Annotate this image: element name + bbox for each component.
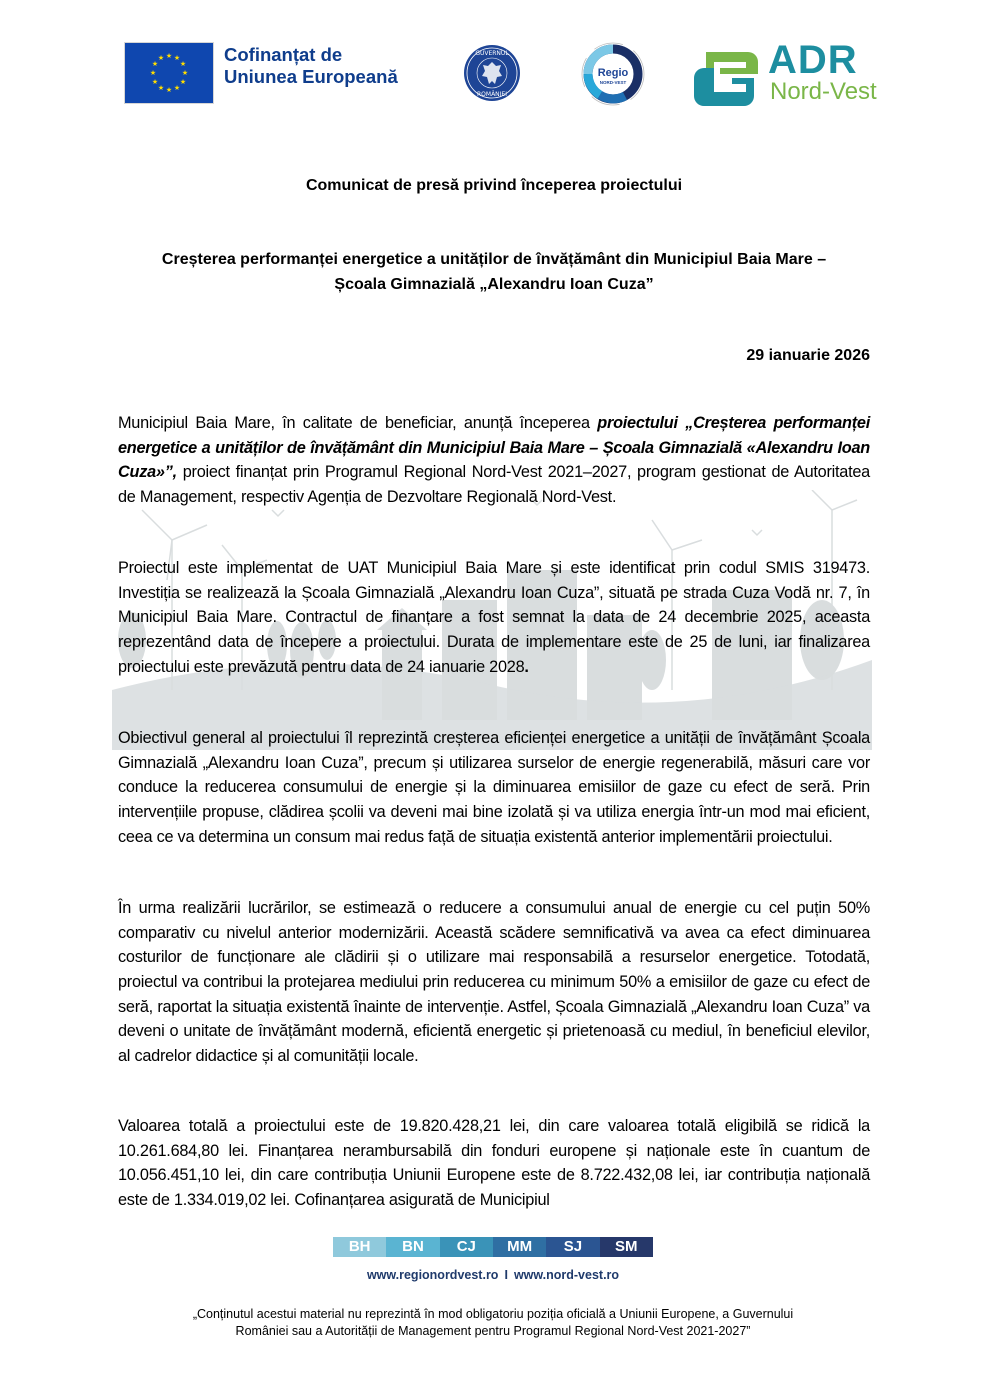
svg-text:★: ★ (179, 60, 187, 68)
county-sm: SM (600, 1237, 653, 1257)
paragraph-results: În urma realizării lucrărilor, se estimează o reducere a consumului anual de energie cu cel puțin 50% comparativ cu nivelul anterior modernizării. Această scădere semnificativă va avea ca efect diminuarea costurilor de funcționare ale clădirii și o utilizare mai responsabilă a resurselor energetice. Totodată, proiectul va contribui la protejarea mediului prin reducerea cu minimum 50% a emisiilor de gaze cu efect de seră, raportat la situația existentă înainte de intervenție. Astfel, Școala Gimnazială „Alexandru Ioan Cuza” va deveni o unitate de învățământ modernă, eficientă energetic și prietenoasă cu mediul, în beneficiul elevilor, al cadrelor didactice și al comunității locale. (118, 899, 870, 1065)
header-logos (118, 38, 878, 106)
adr-nord-vest-logo (692, 38, 882, 106)
footer-links (0, 1268, 986, 1282)
svg-text:★: ★ (179, 78, 187, 86)
release-date: 29 ianuarie 2026 (746, 347, 870, 364)
disclaimer-line2: României sau a Autorității de Management pentru Programul Regional Nord-Vest 2021-2027” (235, 1324, 751, 1338)
paragraph-intro: Municipiul Baia Mare, în calitate de beneficiar, anunță începerea proiectului „Creșterea performanței energetice a unităților de învățământ din Municipiul Baia Mare – Școala Gimnazială «Alexandru Ioan Cuza»”, proiect finanțat prin Programul Regional Nord-Vest 2021–2027, program gestionat de Autoritatea de Management, respectiv Agenția de Dezvoltare Regională Nord-Vest. (118, 414, 870, 507)
svg-text:★: ★ (151, 78, 159, 86)
county-sj: SJ (546, 1237, 599, 1257)
county-mm: MM (493, 1237, 546, 1257)
svg-text:★: ★ (157, 54, 165, 62)
svg-text:★: ★ (151, 60, 159, 68)
document-title: Comunicat de presă privind începerea proiectului (305, 177, 683, 194)
svg-text:★: ★ (165, 86, 173, 94)
eu-text-line1: Cofinanțat de (224, 44, 343, 65)
county-bar (333, 1237, 653, 1257)
paragraph-financing: Valoarea totală a proiectului este de 19.820.428,21 lei, din care valoarea totală eligibilă se ridică la 10.261.684,80 lei. Finanțarea nerambursabilă din fonduri europene și naționale este în cuantum de 10.056.451,10 lei, din care contribuția Uniunii Europene este de 8.722.432,08 lei, iar contribuția națională este de 1.334.019,02 lei. Cofinanțarea asigurată de Municipiul (118, 1117, 870, 1210)
project-title-line1: Creșterea performanței energetice a unităților de învățământ din Municipiul Baia Mare – (161, 251, 827, 268)
disclaimer-line1: „Conținutul acestui material nu reprezintă în mod obligatoriu poziția oficială a Uniunii Europene, a Guvernului (192, 1307, 794, 1321)
svg-text:Regio: Regio (597, 67, 629, 79)
paragraph-implementation: Proiectul este implementat de UAT Municipiul Baia Mare și este identificat prin codul SMIS 319473. Investiția se realizează la Școala Gimnazială „Alexandru Ioan Cuza”, situată pe strada Cuza Vodă nr. 7, în Municipiul Baia Mare. Contractul de finanțare a fost semnat la data de 24 decembrie 2025, aceasta reprezentând data de începere a proiectului. Durata de implementare este de 25 de luni, iar finalizarea proiectului este prevăzută pentru data de 24 ianuarie 2028. (118, 559, 870, 676)
guvernul-romaniei-seal-icon (462, 43, 522, 103)
county-cj: CJ (440, 1237, 493, 1257)
svg-text:NORD-VEST: NORD-VEST (599, 80, 627, 85)
svg-text:GUVERNUL: GUVERNUL (475, 50, 509, 57)
svg-text:★: ★ (149, 69, 157, 77)
svg-text:ROMÂNIEI: ROMÂNIEI (477, 91, 507, 98)
link-regionordvest[interactable]: www.regionordvest.ro (366, 1268, 499, 1282)
svg-text:★: ★ (165, 52, 173, 60)
paragraph-objective: Obiectivul general al proiectului îl reprezintă creșterea eficienței energetice a unității de învățământ Școala Gimnazială „Alexandru Ioan Cuza”, precum și utilizarea surselor de energie regenerabilă, măsuri care vor conduce la reducerea consumului de energie și la diminuarea emisiilor de gaze cu efect de seră. Prin intervențiile propuse, clădirea școlii va deveni mai bine izolată și va utiliza energia într-un mod mai eficient, ceea ce va determina un consum mai redus față de situația existentă anterior implementării proiectului. (118, 729, 870, 846)
regio-logo-icon (580, 40, 646, 108)
svg-text:★: ★ (173, 54, 181, 62)
svg-text:★: ★ (173, 84, 181, 92)
project-name-emphasis: proiectului „Creșterea performanței energetice a unităților de învățământ din Municipiul Baia Mare – Școala Gimnazială «Alexandru Ioan Cuza»”, (118, 414, 870, 482)
eu-flag-icon (124, 42, 214, 104)
svg-text:★: ★ (181, 69, 189, 77)
link-nord-vest[interactable]: www.nord-vest.ro (513, 1268, 620, 1282)
project-title (118, 247, 870, 297)
county-bh: BH (333, 1237, 386, 1257)
eu-cofinanced-text (224, 44, 398, 88)
adr-subtitle: Nord-Vest (770, 78, 877, 105)
adr-mark-icon (692, 48, 760, 106)
eu-text-line2: Uniunea Europeană (224, 66, 398, 87)
svg-text:★: ★ (157, 84, 165, 92)
adr-wordmark: ADR (768, 38, 858, 82)
footer-disclaimer (150, 1306, 836, 1340)
county-bn: BN (386, 1237, 439, 1257)
link-separator: I (504, 1268, 508, 1282)
project-title-line2: Școala Gimnazială „Alexandru Ioan Cuza” (334, 276, 654, 293)
